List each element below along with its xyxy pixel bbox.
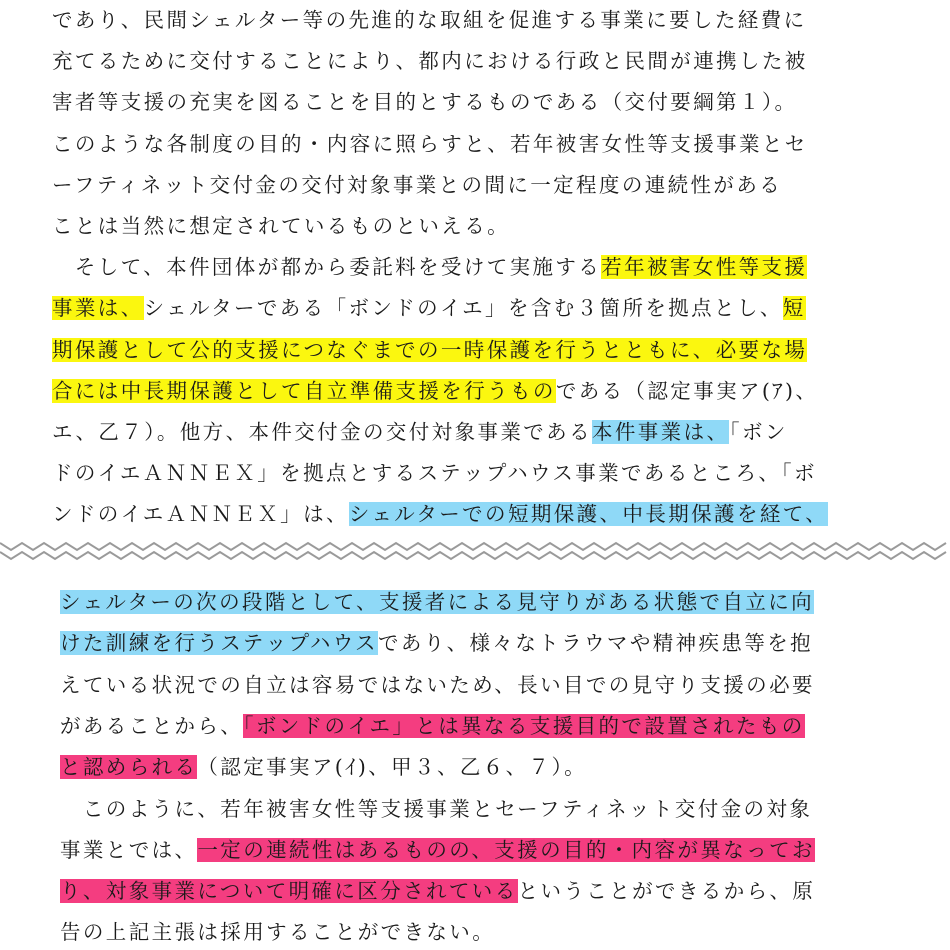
- text-segment: ンドのイエＡＮＮＥＸ」は、: [52, 502, 349, 527]
- text-segment: ドのイエＡＮＮＥＸ」を拠点とするステップハウス事業であるところ、「ボ: [52, 461, 817, 486]
- highlighted-text: 本件事業は、: [591, 420, 730, 444]
- text-line: [60, 752, 587, 782]
- text-segment: 充てるために交付することにより、都内における行政と民間が連携した被: [52, 49, 808, 74]
- text-segment: えている状況での自立は容易ではないため、長い目での見守り支援の必要: [60, 672, 815, 697]
- highlighted-text: 短: [782, 296, 806, 321]
- text-segment: （認定事実ア(ｲ)、甲３、乙６、７）。: [197, 755, 588, 780]
- text-line: [52, 417, 788, 447]
- text-segment: そして、本件団体が都から委託料を受けて実施する: [52, 255, 602, 280]
- text-segment: ということができるから、原: [517, 879, 816, 904]
- highlighted-text: 「ボンドのイエ」とは異なる支援目的で設置されたもの: [243, 713, 805, 738]
- text-line: [52, 46, 808, 76]
- highlighted-text: けた訓練を行うステップハウス: [60, 631, 378, 656]
- text-line: [52, 87, 797, 117]
- highlighted-text: と認められる: [60, 755, 198, 780]
- text-line: [52, 170, 782, 200]
- text-line: [60, 917, 495, 947]
- text-line: [60, 587, 814, 617]
- highlighted-text: シェルターでの短期保護、中長期保護を経て、: [348, 502, 829, 527]
- text-segment: である（認定事実ア(ｱ)、: [555, 378, 819, 403]
- text-segment: このように、若年被害女性等支援事業とセーフティネット交付金の対象: [60, 796, 813, 821]
- text-segment: 告の上記主張は採用することができない。: [60, 920, 496, 945]
- text-line: [52, 376, 818, 406]
- text-line: [60, 794, 812, 824]
- text-line: [60, 876, 815, 906]
- text-line: [52, 211, 510, 241]
- text-line: [60, 628, 813, 658]
- text-segment: 「ボン: [729, 420, 788, 444]
- highlighted-text: り、対象事業について明確に区分されている: [60, 879, 518, 904]
- text-line: [52, 293, 806, 323]
- text-segment: シェルターである「ボンドのイエ」を含む３箇所を拠点とし、: [143, 296, 783, 321]
- text-segment: 事業とでは、: [60, 837, 198, 862]
- highlighted-text: 一定の連続性はあるものの、支援の目的・内容が異なってお: [197, 837, 815, 862]
- text-line: [52, 252, 807, 282]
- text-segment: 害者等支援の充実を図ることを目的とするものである（交付要綱第１）。: [52, 90, 798, 115]
- highlighted-text: 事業は、: [52, 296, 144, 321]
- highlighted-text: 若年被害女性等支援: [601, 255, 808, 280]
- highlighted-text: 合には中長期保護として自立準備支援を行うもの: [52, 378, 556, 403]
- text-line: [52, 129, 808, 159]
- highlighted-text: シェルターの次の段階として、支援者による見守りがある状態で自立に向: [60, 590, 815, 614]
- text-line: [52, 458, 817, 488]
- text-segment: であり、民間シェルター等の先進的な取組を促進する事業に要した経費に: [52, 8, 807, 32]
- text-segment: であり、様々なトラウマや精神疾患等を抱: [377, 631, 814, 656]
- text-line: [52, 499, 828, 529]
- highlighted-text: 期保護として公的支援につなぐまでの一時保護を行うとともに、必要な場: [52, 337, 808, 362]
- text-line: [52, 5, 806, 35]
- text-segment: があることから、: [60, 713, 244, 738]
- text-segment: エ、乙７）。他方、本件交付金の交付対象事業である: [52, 420, 592, 444]
- text-segment: ことは当然に想定されているものといえる。: [52, 214, 510, 238]
- text-line: [60, 711, 805, 741]
- text-segment: ーフティネット交付金の交付対象事業との間に一定程度の連続性がある: [52, 172, 783, 197]
- text-line: [60, 835, 815, 865]
- text-segment: このような各制度の目的・内容に照らすと、若年被害女性等支援事業とセ: [52, 131, 808, 156]
- text-line: [52, 335, 807, 365]
- page-break-divider: [0, 540, 950, 564]
- text-line: [60, 670, 815, 700]
